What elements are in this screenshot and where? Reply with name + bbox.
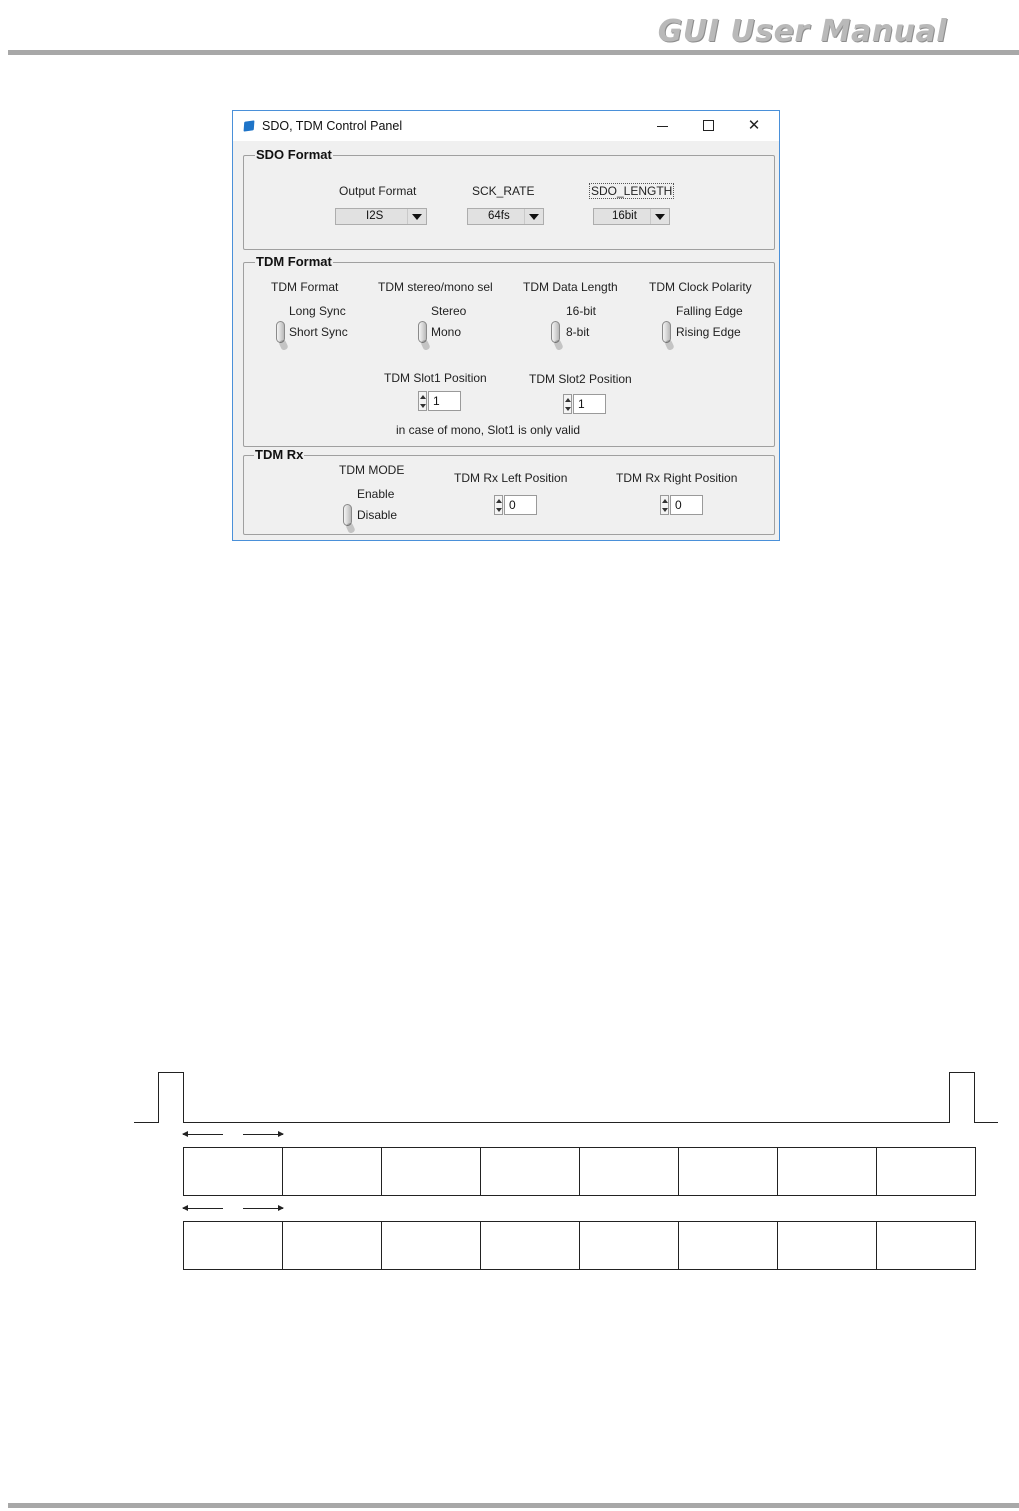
- tdm-rx-right-value[interactable]: 0: [670, 495, 703, 515]
- tdm-data-length-on-text: 16-bit: [566, 304, 597, 318]
- tdm-slot-cell: [777, 1147, 877, 1196]
- slot-width-right-arrow: [243, 1208, 283, 1209]
- footer-rule: [8, 1503, 1019, 1508]
- tdm-stereo-mono-label: TDM stereo/mono sel: [378, 280, 493, 294]
- header-rule: [8, 50, 1019, 55]
- sync-wave-segment: [134, 1122, 158, 1123]
- tdm-slot-cell: [777, 1221, 877, 1270]
- tdm-slot-cell: [678, 1221, 778, 1270]
- tdm-clock-polarity-label: TDM Clock Polarity: [649, 280, 752, 294]
- sdo-format-group: [243, 147, 775, 250]
- close-button[interactable]: [731, 111, 777, 141]
- tdm-rx-left-label: TDM Rx Left Position: [454, 471, 568, 485]
- tdm-mode-label: TDM MODE: [339, 463, 405, 477]
- sync-wave-segment: [183, 1122, 949, 1123]
- tdm-slot1-label: TDM Slot1 Position: [384, 371, 487, 385]
- tdm-format-group-label: TDM Format: [256, 254, 332, 269]
- tdm-data-length-label: TDM Data Length: [523, 280, 618, 294]
- document-header-title: GUI User Manual: [657, 14, 947, 49]
- output-format-label: Output Format: [339, 184, 417, 198]
- sync-wave-segment: [974, 1072, 975, 1123]
- tdm-stereo-mono-toggle[interactable]: [418, 321, 427, 343]
- sck-rate-dropdown[interactable]: [467, 208, 544, 225]
- tdm-slot-cell: [480, 1147, 580, 1196]
- app-icon: [244, 120, 255, 131]
- tdm-slot-cell: [876, 1221, 976, 1270]
- chevron-down-icon: [529, 214, 539, 220]
- tdm-slot-cell: [381, 1221, 481, 1270]
- sync-wave-segment: [158, 1072, 184, 1073]
- sync-wave-segment: [974, 1122, 998, 1123]
- spin-arrows-icon[interactable]: [494, 495, 503, 515]
- tdm-slot2-label: TDM Slot2 Position: [529, 372, 632, 386]
- sync-wave-segment: [158, 1072, 159, 1123]
- tdm-rx-left-value[interactable]: 0: [504, 495, 537, 515]
- output-format-dropdown[interactable]: [335, 208, 427, 225]
- close-icon: ✕: [747, 117, 761, 134]
- tdm-mode-enable-text: Enable: [357, 487, 395, 501]
- tdm-slot-cell: [876, 1147, 976, 1196]
- tdm-stereo-text: Stereo: [431, 304, 467, 318]
- sdo-format-label: SDO Format: [256, 147, 332, 162]
- sck-rate-value: 64fs: [488, 210, 510, 222]
- maximize-button[interactable]: [685, 111, 731, 141]
- minimize-button[interactable]: [639, 111, 685, 141]
- control-panel-window: [232, 110, 780, 541]
- tdm-data-length-off-text: 8-bit: [566, 325, 590, 339]
- tdm-slot2-value[interactable]: 1: [573, 394, 606, 414]
- slot-width-left-arrow: [183, 1134, 223, 1135]
- tdm-format-toggle[interactable]: [276, 321, 285, 343]
- title-bar[interactable]: [233, 111, 779, 141]
- tdm-clock-polarity-toggle[interactable]: [662, 321, 671, 343]
- tdm-clock-rising-text: Rising Edge: [676, 325, 741, 339]
- spin-arrows-icon[interactable]: [418, 391, 427, 411]
- mono-note: in case of mono, Slot1 is only valid: [396, 423, 581, 437]
- sdo-length-value: 16bit: [612, 210, 637, 222]
- tdm-slot-cell: [282, 1147, 382, 1196]
- sck-rate-label: SCK_RATE: [472, 184, 535, 198]
- slot-width-left-arrow: [183, 1208, 223, 1209]
- tdm-format-on-text: Long Sync: [289, 304, 346, 318]
- tdm-format-off-text: Short Sync: [289, 325, 348, 339]
- output-format-value: I2S: [366, 210, 384, 222]
- tdm-slot-cell: [579, 1221, 679, 1270]
- tdm-format-label: TDM Format: [271, 280, 339, 294]
- sync-wave-segment: [949, 1072, 950, 1123]
- tdm-slot-cell: [282, 1221, 382, 1270]
- minimize-icon: [657, 126, 668, 127]
- tdm-slot-cell: [381, 1147, 481, 1196]
- chevron-down-icon: [412, 214, 422, 220]
- tdm-slot1-value[interactable]: 1: [428, 391, 461, 411]
- tdm-slot-cell: [183, 1147, 283, 1196]
- spin-arrows-icon[interactable]: [660, 495, 669, 515]
- tdm-rx-right-label: TDM Rx Right Position: [616, 471, 738, 485]
- chevron-down-icon: [655, 214, 665, 220]
- tdm-mono-text: Mono: [431, 325, 462, 339]
- tdm-slot-cell: [480, 1221, 580, 1270]
- sync-wave-segment: [183, 1072, 184, 1123]
- sdo-length-label: SDO_LENGTH: [591, 184, 673, 198]
- tdm-rx-group-label: TDM Rx: [255, 447, 304, 462]
- tdm-slot-cell: [183, 1221, 283, 1270]
- tdm-data-length-toggle[interactable]: [551, 321, 560, 343]
- spin-arrows-icon[interactable]: [563, 394, 572, 414]
- slot-width-right-arrow: [243, 1134, 283, 1135]
- tdm-mode-disable-text: Disable: [357, 508, 398, 522]
- tdm-slot-cell: [678, 1147, 778, 1196]
- maximize-icon: [703, 120, 714, 131]
- window-title: SDO, TDM Control Panel: [262, 119, 403, 133]
- sync-wave-segment: [949, 1072, 974, 1073]
- tdm-slot-cell: [579, 1147, 679, 1196]
- tdm-mode-toggle[interactable]: [343, 504, 352, 526]
- sdo-length-dropdown[interactable]: [593, 208, 670, 225]
- tdm-clock-falling-text: Falling Edge: [676, 304, 743, 318]
